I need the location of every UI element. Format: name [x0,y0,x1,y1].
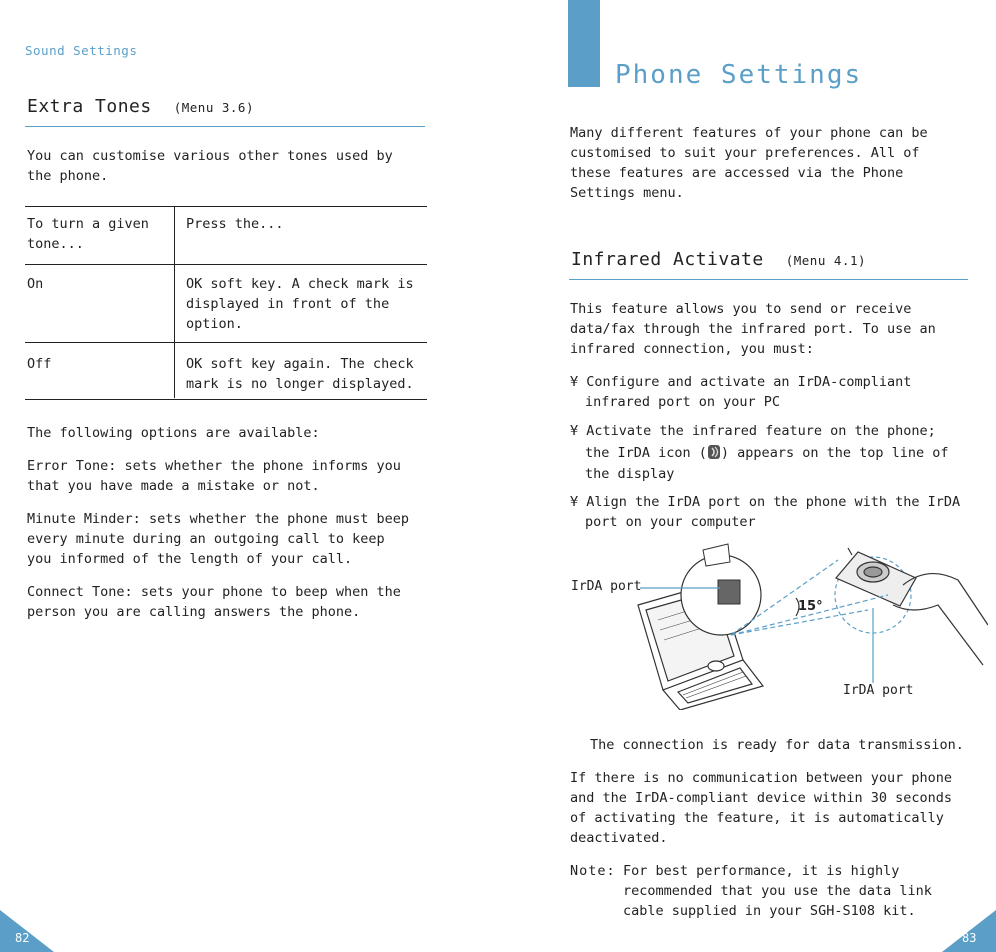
option-text: sets whether the phone must beep every minute during an outgoing call to keep you informed of the length of your call. [27,511,410,567]
extra-tones-heading [27,96,254,117]
table-row-on-tone: On [27,276,44,292]
bullet-text: Activate the infrared feature on the phone; the IrDA icon ( [585,423,936,461]
bullet-text: ) appears on the top line of the display [585,444,949,482]
irda-port-label-phone: IrDA port [843,683,914,698]
heading-rule [25,126,425,127]
title-bar [568,0,600,87]
note-text: For best performance, it is highly recommended that you use the data link cable supplied in your SGH-S108 kit. [623,863,932,919]
section-label: Sound Settings [25,43,138,58]
option-minute-minder [27,509,412,569]
table-row-on-action: OK soft key. A check mark is displayed in front of the option. [186,276,414,332]
intro-paragraph: You can customise various other tones used by the phone. [27,148,393,184]
option-name: Error Tone: [27,458,117,474]
option-name: Connect Tone: [27,584,133,600]
table-row-off-tone: Off [27,356,52,372]
heading-text: Extra Tones [27,96,152,117]
table-rule [25,264,427,265]
bullet-text: Configure and activate an IrDA-compliant infrared port on your PC [585,374,912,410]
option-text: sets whether the phone informs you that you have made a mistake or not. [27,458,401,494]
table-header-col1: To turn a given tone... [27,216,149,252]
bullet-mark: ¥ [570,494,579,510]
bullet-mark: ¥ [570,374,579,390]
option-text: sets your phone to beep when the person you are calling answers the phone. [27,584,401,620]
menu-ref: (Menu 4.1) [785,253,866,268]
table-header-col2: Press the... [186,216,284,232]
table-top-rule [25,206,427,207]
ready-text: The connection is ready for data transmission. [590,737,964,753]
page-corner-right [942,908,996,952]
intro-paragraph: Many different features of your phone can be customised to suit your preferences. All of these features are accessed via the Phone Settings menu. [570,125,928,201]
irda-illustration [568,540,988,710]
options-intro: The following options are available: [27,425,320,441]
menu-ref: (Menu 3.6) [173,100,254,115]
option-name: Minute Minder: [27,511,141,527]
table-rule [25,342,427,343]
irda-port-label-pc: IrDA port [571,579,642,594]
bullet-item [570,372,955,412]
note-label: Note: [570,863,616,879]
bullet-text: Align the IrDA port on the phone with the IrDA port on your computer [585,494,961,530]
table-bottom-rule [25,399,427,400]
option-error-tone [27,456,412,496]
option-connect-tone [27,582,417,622]
angle-label: 15° [798,599,823,614]
deactivation-paragraph: If there is no communication between your phone and the IrDA-compliant device within 30 seconds of activating the feature, it is automatically deactivated. [570,770,953,846]
infrared-paragraph: This feature allows you to send or receive data/fax through the infrared port. To use an infrared connection, you must: [570,301,936,357]
irda-icon [707,444,721,460]
heading-rule [569,279,968,280]
page-corner-left [0,908,54,952]
heading-text: Infrared Activate [571,249,764,270]
page-number-left: 82 [15,931,30,945]
phone-hand-illustration [836,548,988,665]
page-number-right: 83 [962,931,977,945]
table-column-divider [174,206,175,398]
table-row-off-action: OK soft key again. The check mark is no longer displayed. [186,356,414,392]
bullet-item [570,421,965,486]
bullet-item [570,492,965,532]
bullet-mark: ¥ [570,423,579,439]
page-title: Phone Settings [615,60,863,90]
infrared-heading [571,249,866,270]
